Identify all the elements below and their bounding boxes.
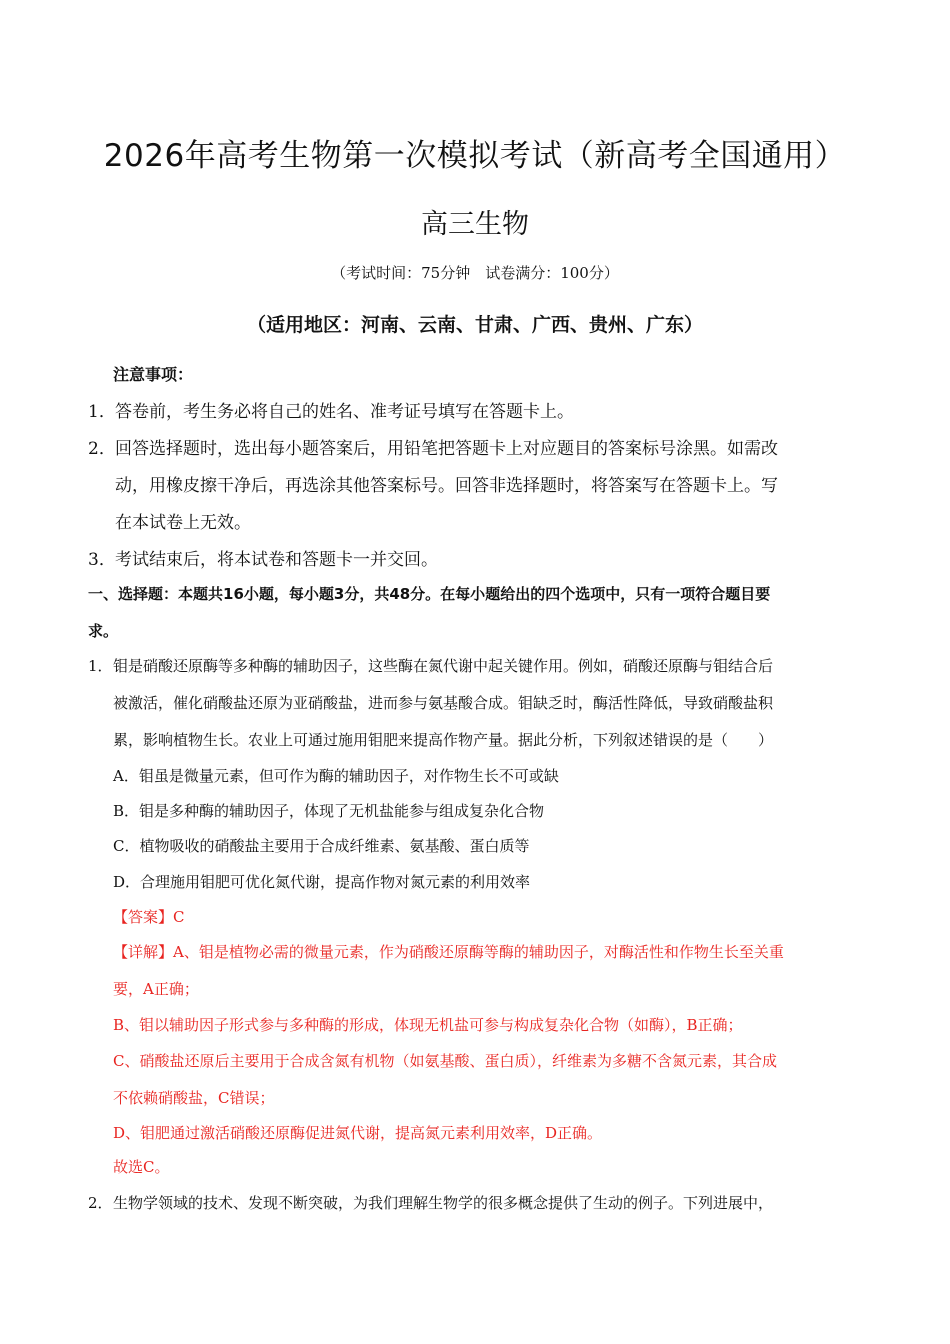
question-stem: 钼是硝酸还原酶等多种酶的辅助因子，这些酶在氮代谢中起关键作用。例如，硝酸还原酶与钼结合后 (113, 657, 774, 675)
explanation-line: 不依赖硝酸盐，C错误； (113, 1089, 275, 1107)
option-d: D．合理施用钼肥可优化氮代谢，提高作物对氮元素的利用效率 (113, 873, 531, 891)
notice-item-text: 在本试卷上无效。 (115, 513, 251, 533)
notice-heading: 注意事项： (113, 365, 194, 384)
option-c: C．植物吸收的硝酸盐主要用于合成纤维素、氨基酸、蛋白质等 (113, 837, 530, 855)
applicable-region: （适用地区：河南、云南、甘肃、广西、贵州、广东） (246, 314, 703, 336)
answer: 【答案】C (113, 908, 185, 926)
exam-info: （考试时间：75分钟 试卷满分：100分） (331, 264, 619, 282)
section-heading: 一、选择题：本题共16小题，每小题3分，共48分。在每小题给出的四个选项中，只有一项符合题目要 (88, 585, 771, 603)
explanation-line: B、钼以辅助因子形式参与多种酶的形成，体现无机盐可参与构成复杂化合物（如酶），B正确； (113, 1016, 743, 1034)
notice-item-text: 动，用橡皮擦干净后，再选涂其他答案标号。回答非选择题时，将答案写在答题卡上。写 (115, 476, 778, 496)
option-b: B．钼是多种酶的辅助因子，体现了无机盐能参与组成复杂化合物 (113, 802, 545, 820)
explanation-line: 【详解】A、钼是植物必需的微量元素，作为硝酸还原酶等酶的辅助因子，对酶活性和作物生长至关重 (113, 943, 784, 961)
notice-item-text: 答卷前，考生务必将自己的姓名、准考证号填写在答题卡上。 (115, 402, 574, 422)
question-stem: 被激活，催化硝酸盐还原为亚硝酸盐，进而参与氨基酸合成。钼缺乏时，酶活性降低，导致硝酸盐积 (113, 694, 774, 712)
option-a: A．钼虽是微量元素，但可作为酶的辅助因子，对作物生长不可或缺 (113, 767, 559, 785)
notice-item-number: 1． (88, 402, 116, 422)
question-stem: 累，影响植物生长。农业上可通过施用钼肥来提高作物产量。据此分析，下列叙述错误的是（ ） (113, 731, 774, 749)
explanation-conclusion: 故选C。 (113, 1158, 170, 1176)
section-heading-cont: 求。 (88, 622, 119, 640)
question-number: 1． (88, 657, 113, 675)
notice-item-number: 2． (88, 439, 116, 459)
page-title: 2026年高考生物第一次模拟考试（新高考全国通用） (103, 138, 847, 174)
notice-item-text: 考试结束后，将本试卷和答题卡一并交回。 (115, 550, 438, 570)
question-stem: 生物学领域的技术、发现不断突破，为我们理解生物学的很多概念提供了生动的例子。下列进展中， (113, 1194, 774, 1212)
explanation-line: C、硝酸盐还原后主要用于合成含氮有机物（如氨基酸、蛋白质），纤维素为多糖不含氮元素，其合成 (113, 1052, 777, 1070)
notice-item-text: 回答选择题时，选出每小题答案后，用铅笔把答题卡上对应题目的答案标号涂黑。如需改 (115, 439, 778, 459)
question-number: 2． (88, 1194, 113, 1212)
explanation-line: D、钼肥通过激活硝酸还原酶促进氮代谢，提高氮元素利用效率，D正确。 (113, 1124, 603, 1142)
notice-item-number: 3． (88, 550, 116, 570)
explanation-line: 要，A正确； (113, 980, 199, 998)
page-subtitle: 高三生物 (421, 209, 529, 240)
